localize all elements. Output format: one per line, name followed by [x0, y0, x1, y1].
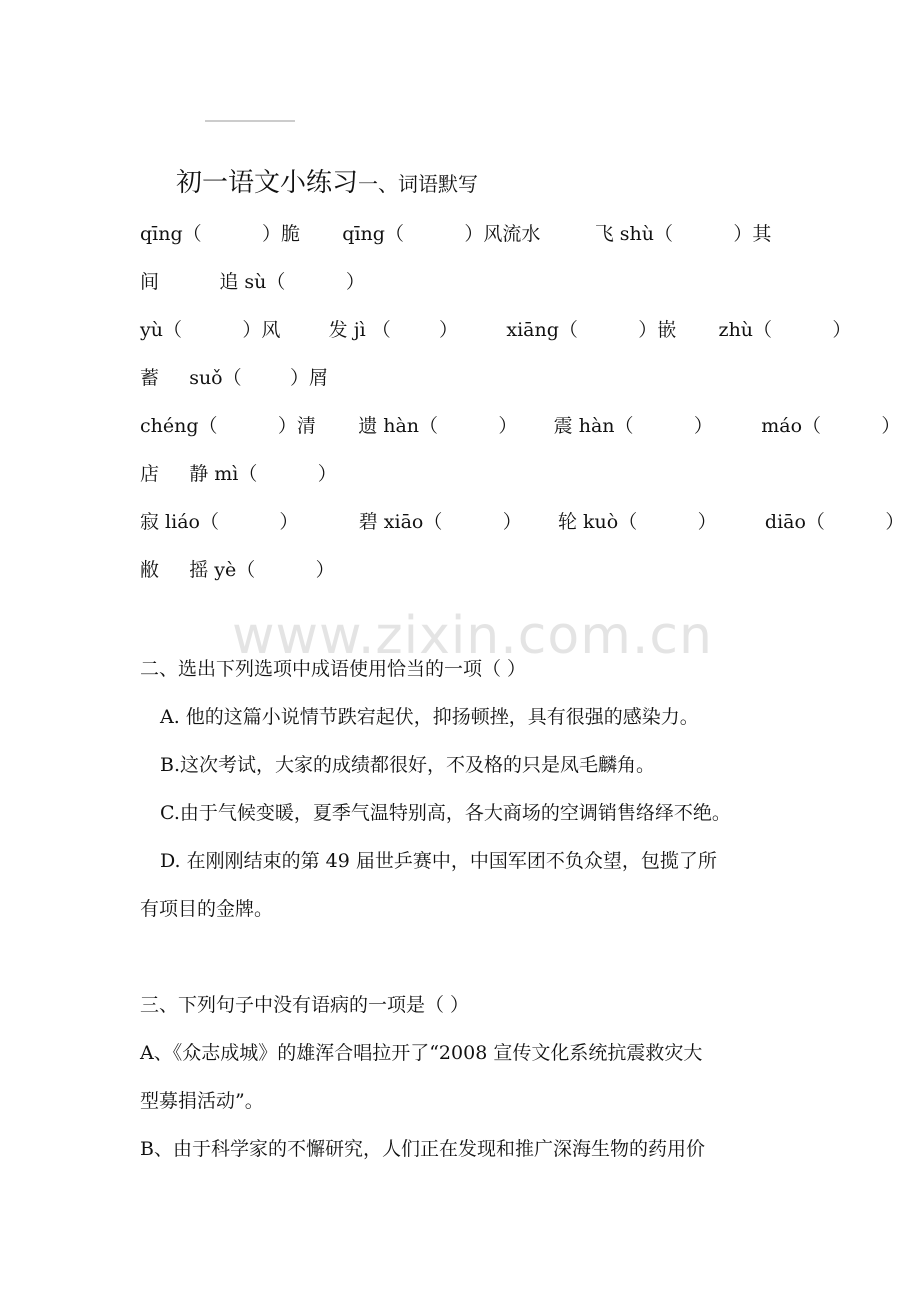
section2-option-a: A. 他的这篇小说情节跌宕起伏，抑扬顿挫，具有很强的感染力。: [160, 706, 699, 728]
scan-mark: [205, 120, 295, 122]
section3-option-a-continued: 型募捐活动”。: [140, 1090, 264, 1112]
section2-option-d: D. 在刚刚结束的第 49 届世乒赛中，中国军团不负众望，包揽了所: [160, 850, 717, 872]
section2-question: 二、选出下列选项中成语使用恰当的一项（ ）: [140, 658, 527, 680]
pinyin-line: chéng（ ）清 遗 hàn（ ） 震 hàn（ ） máo（ ）: [140, 415, 901, 437]
pinyin-line: 店 静 mì（ ）: [140, 463, 337, 485]
section3-option-b: B、由于科学家的不懈研究，人们正在发现和推广深海生物的药用价: [140, 1138, 705, 1160]
title-main: 初一语文小练习: [176, 168, 359, 198]
pinyin-line: 间 追 sù（ ）: [140, 271, 365, 293]
pinyin-line: 寂 liáo（ ） 碧 xiāo（ ） 轮 kuò（ ） diāo（ ）: [140, 511, 905, 533]
watermark: www.zixin.com.cn: [232, 606, 713, 666]
section2-option-b: B.这次考试，大家的成绩都很好，不及格的只是凤毛麟角。: [160, 754, 656, 776]
pinyin-line: 蓄 suǒ（ ）屑: [140, 367, 328, 389]
section2-option-d-continued: 有项目的金牌。: [140, 898, 274, 920]
pinyin-line: qīng（ ）脆 qīng（ ）风流水 飞 shù（ ）其: [140, 223, 772, 245]
section3-question: 三、下列句子中没有语病的一项是（ ）: [140, 994, 470, 1016]
page-title: [176, 162, 478, 199]
section2-option-c: C.由于气候变暖，夏季气温特别高，各大商场的空调销售络绎不绝。: [160, 802, 731, 824]
pinyin-line: yù（ ）风 发 jì （ ） xiāng（ ）嵌 zhù（ ）: [140, 319, 852, 341]
section1-heading: 一、词语默写: [358, 172, 479, 196]
section3-option-a: A、《众志成城》的雄浑合唱拉开了“2008 宣传文化系统抗震救灾大: [140, 1042, 703, 1064]
pinyin-line: 敝 摇 yè（ ）: [140, 559, 335, 581]
